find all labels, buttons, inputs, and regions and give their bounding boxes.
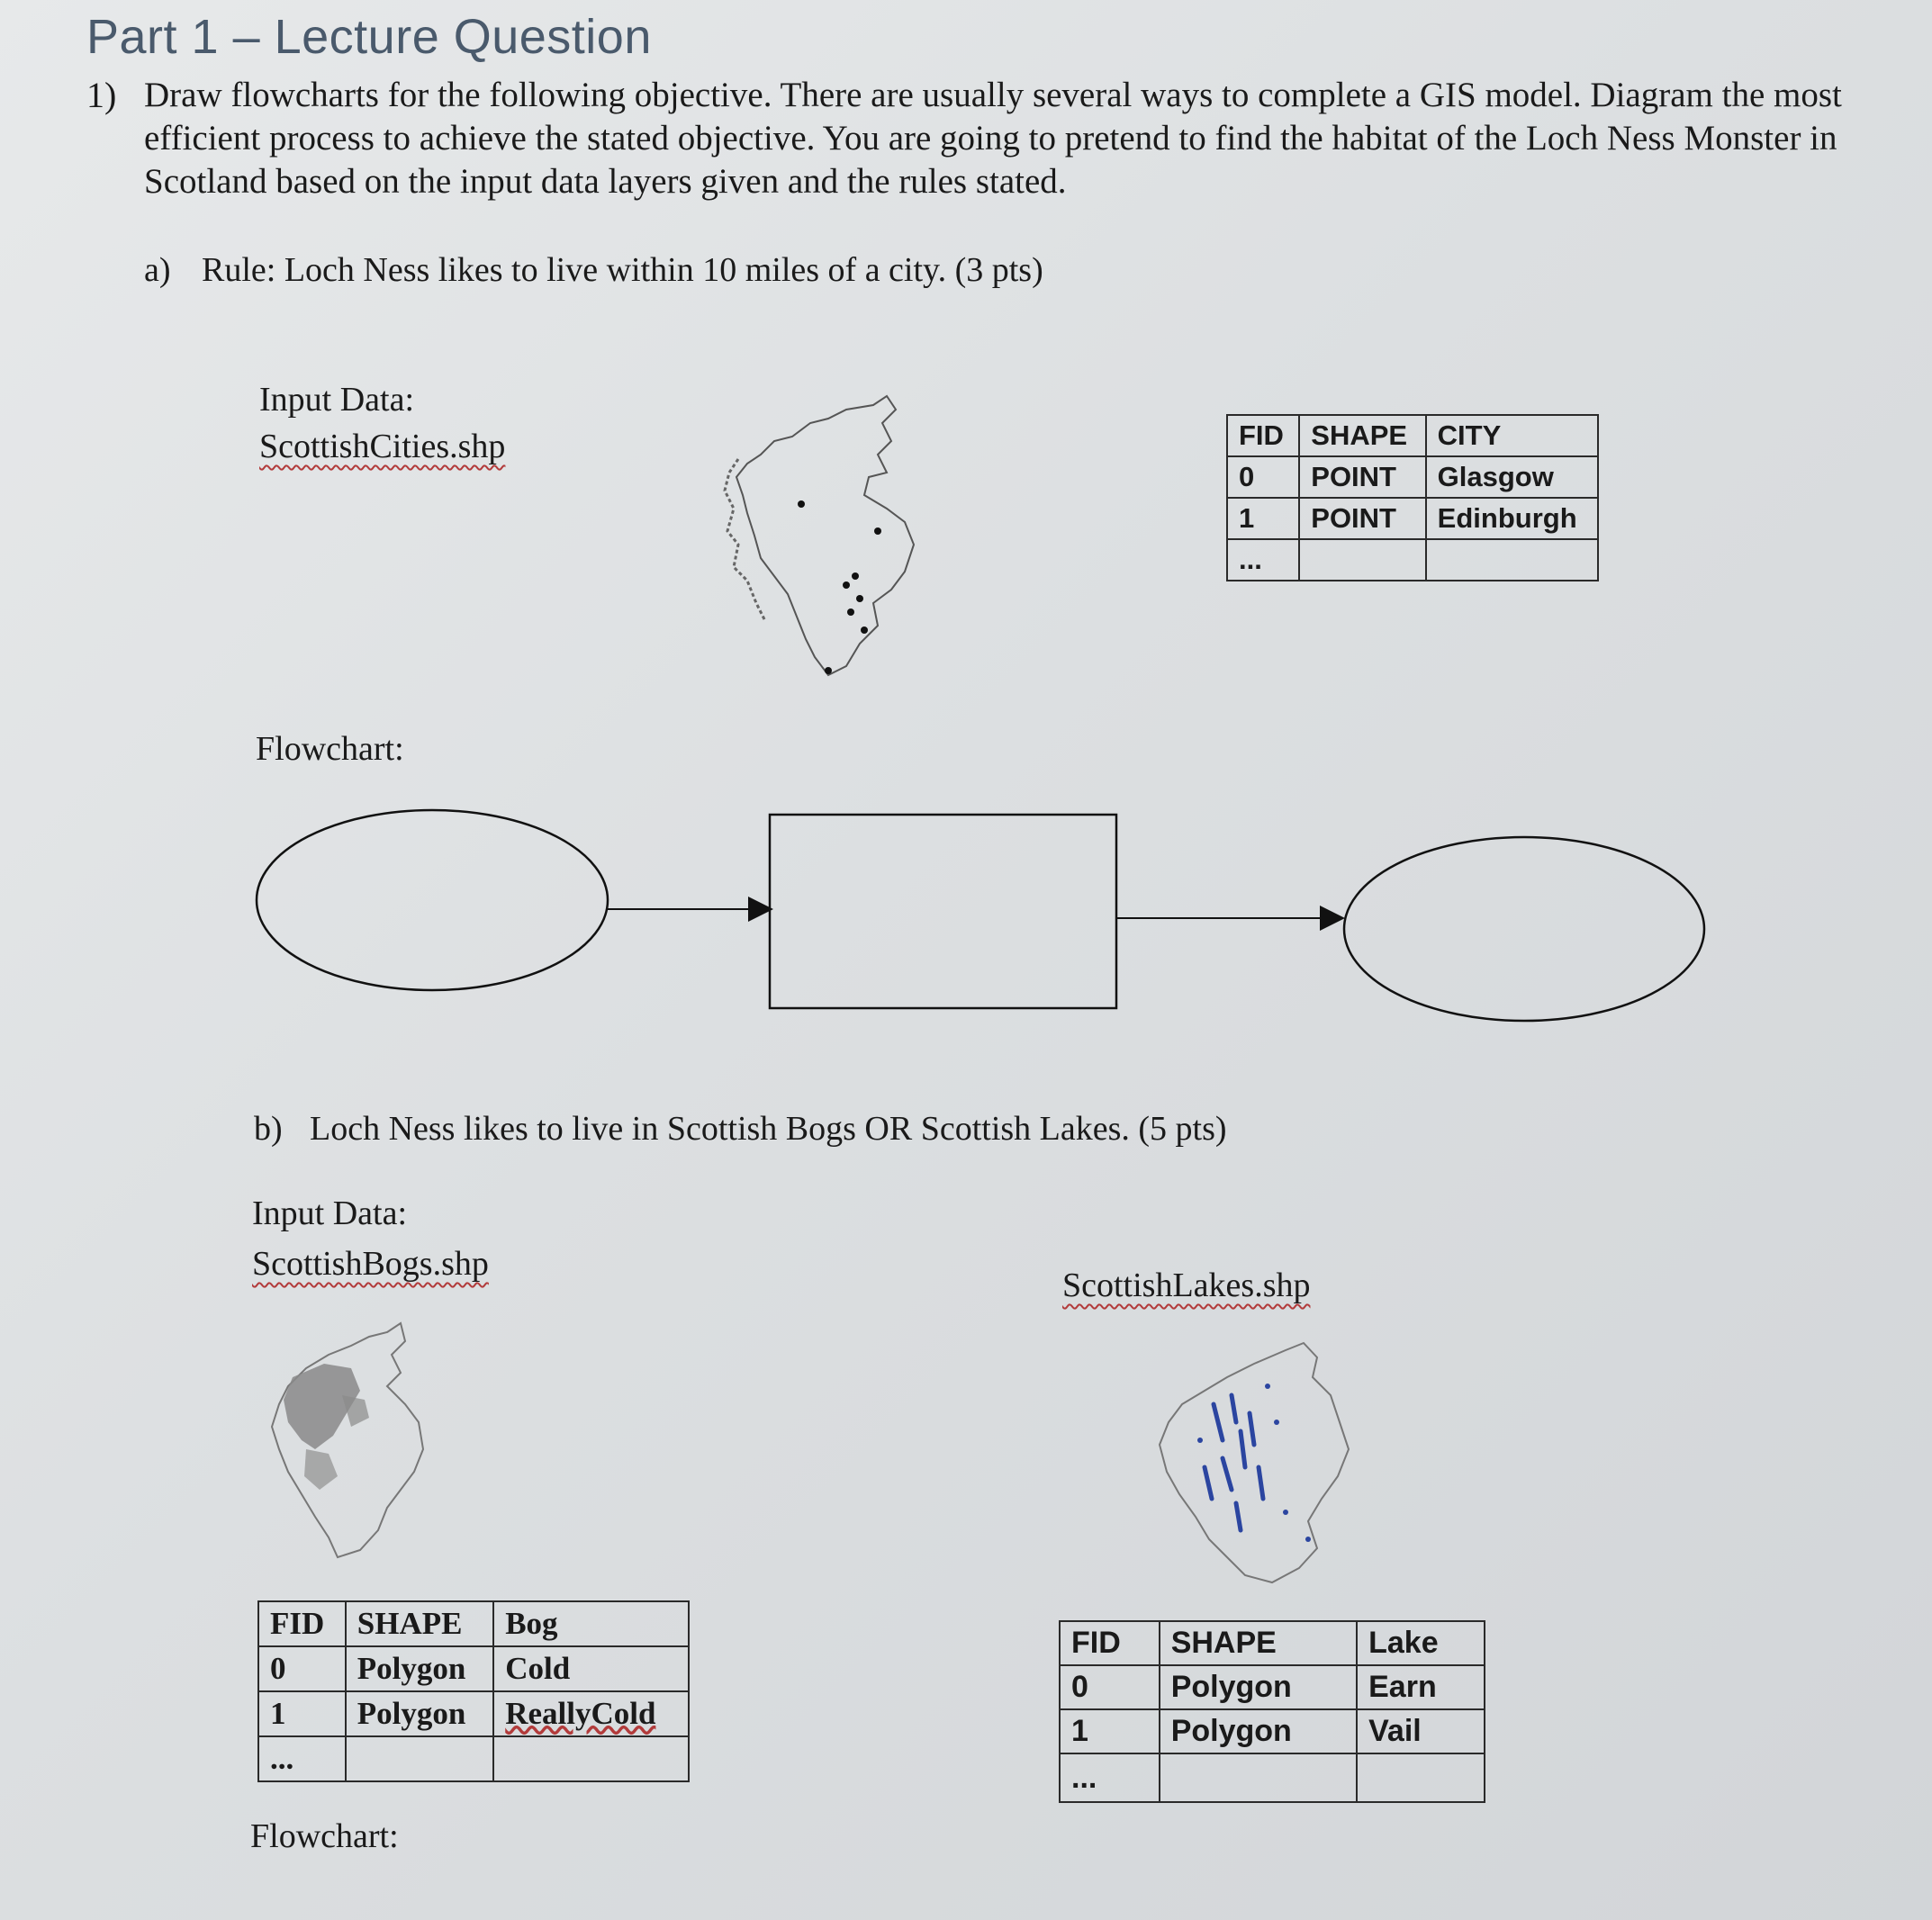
lakes-file-name: ScottishLakes.shp [1062,1266,1311,1304]
table-header-row [1060,1621,1485,1665]
bogs-file-name: ScottishBogs.shp [252,1245,489,1283]
part-a-file-name: ScottishCities.shp [259,428,506,465]
flowchart-input-ellipse[interactable] [257,810,608,990]
table-cell [1160,1753,1357,1802]
table-cell: FID [1227,415,1299,456]
table-cell: 0 [258,1646,346,1691]
table-cell: SHAPE [1299,415,1425,456]
table-cell: ... [258,1736,346,1781]
table-row [1227,539,1598,581]
flowchart-process-box[interactable] [770,815,1116,1008]
table-cell [493,1736,689,1781]
table-cell: Edinburgh [1426,498,1598,539]
cities-attribute-table [1226,414,1599,581]
table-cell: Polygon [1160,1665,1357,1709]
table-row [258,1691,689,1736]
table-cell: Cold [493,1646,689,1691]
table-cell: 0 [1227,456,1299,498]
lakes-attribute-table [1059,1620,1485,1803]
table-cell: Bog [493,1601,689,1646]
table-header-row [1227,415,1598,456]
table-header-row [258,1601,689,1646]
table-cell: ... [1227,539,1299,581]
table-cell: 0 [1060,1665,1160,1709]
table-cell [1357,1753,1485,1802]
question-text: Draw flowcharts for the following objective. There are usually several ways to complete a GIS model. Diagram the most efficient process to achieve the stated objective. You are going to pretend to find the habitat of the Loch Ness Monster in Scotland based on the input data layers given and the rules stated. [144,76,1842,201]
table-cell: FID [1060,1621,1160,1665]
table-cell: CITY [1426,415,1598,456]
part-a-flowchart-label: Flowchart: [256,730,404,768]
scottish-lakes-map [1133,1332,1376,1593]
table-cell: FID [258,1601,346,1646]
part-b-input-label: Input Data: [252,1194,408,1232]
table-cell: Vail [1357,1709,1485,1753]
table-cell: 1 [258,1691,346,1736]
table-cell: Polygon [346,1646,493,1691]
flowchart-a [243,792,1720,1035]
table-cell: SHAPE [346,1601,493,1646]
question-number: 1) [86,75,117,115]
table-cell: POINT [1299,498,1425,539]
scottish-bogs-map [252,1314,450,1566]
table-row [1227,456,1598,498]
table-cell: 1 [1060,1709,1160,1753]
part-b-rule: Loch Ness likes to live in Scottish Bogs OR Scottish Lakes. (5 pts) [310,1110,1227,1148]
table-cell: 1 [1227,498,1299,539]
page-heading: Part 1 – Lecture Question [86,10,652,64]
table-row [1227,498,1598,539]
table-cell: SHAPE [1160,1621,1357,1665]
table-row [1060,1753,1485,1802]
table-cell: ReallyCold [493,1691,689,1736]
table-cell: Polygon [1160,1709,1357,1753]
flowchart-output-ellipse[interactable] [1344,837,1704,1021]
table-row [1060,1709,1485,1753]
table-row [258,1736,689,1781]
part-a-rule: Rule: Loch Ness likes to live within 10 miles of a city. (3 pts) [202,251,1043,289]
table-cell: POINT [1299,456,1425,498]
table-cell [1299,539,1425,581]
table-row [258,1646,689,1691]
table-cell: Lake [1357,1621,1485,1665]
bogs-attribute-table [257,1600,690,1782]
scotland-cities-map [711,387,927,693]
table-row [1060,1665,1485,1709]
table-cell [346,1736,493,1781]
table-cell: ... [1060,1753,1160,1802]
part-a-label: a) [144,251,171,289]
table-cell: Polygon [346,1691,493,1736]
part-b-label: b) [254,1110,283,1148]
part-a-input-label: Input Data: [259,381,415,419]
table-cell: Glasgow [1426,456,1598,498]
part-b-flowchart-label: Flowchart: [250,1817,399,1855]
table-cell [1426,539,1598,581]
table-cell: Earn [1357,1665,1485,1709]
